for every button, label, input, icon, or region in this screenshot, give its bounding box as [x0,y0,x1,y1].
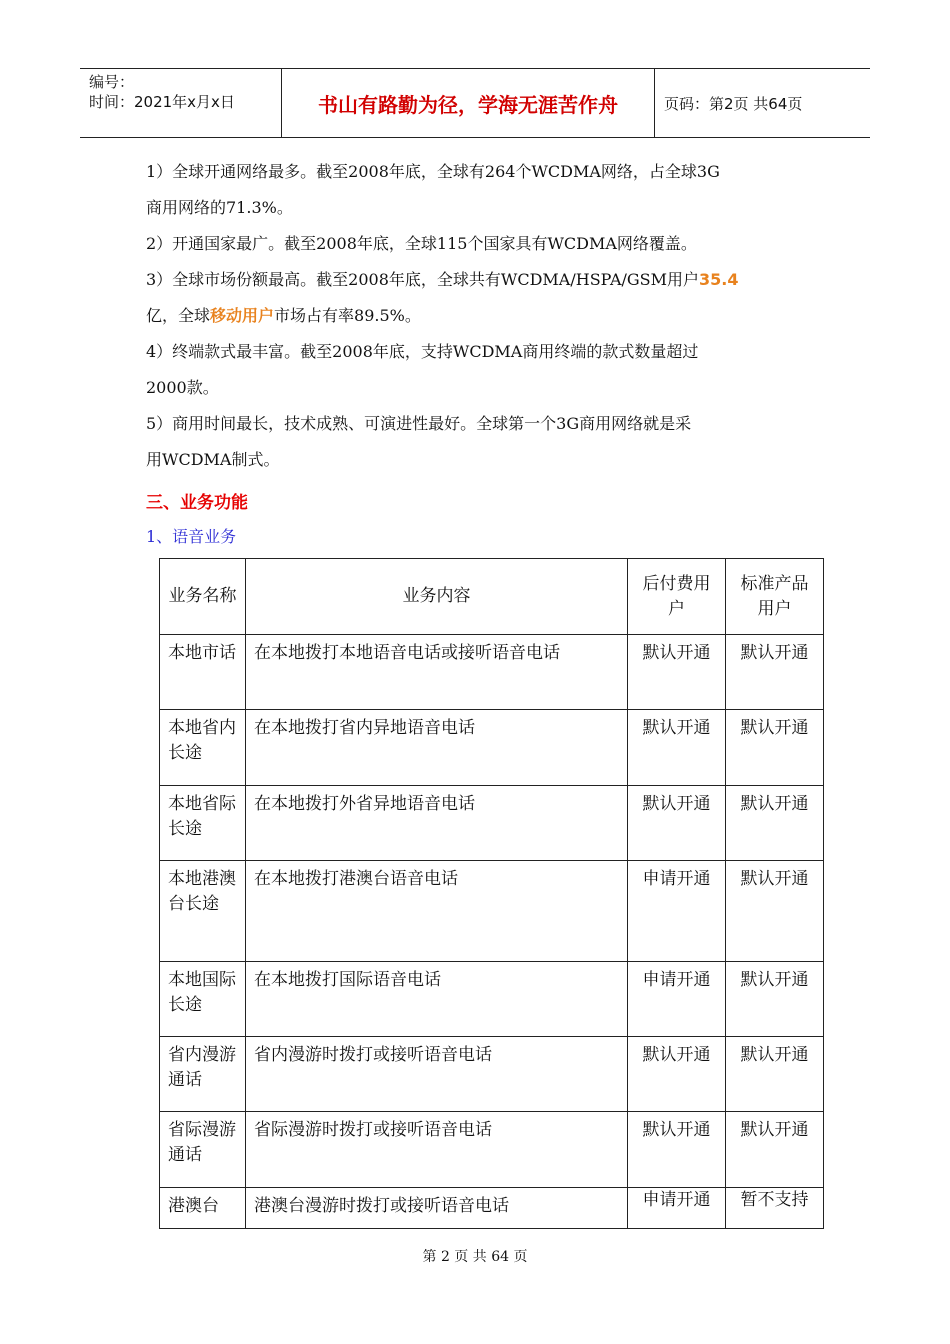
service-name-cell: 省际漫游通话 [160,1112,246,1188]
standard-cell: 暂不支持 [726,1188,824,1229]
standard-cell: 默认开通 [726,861,824,962]
standard-cell: 默认开通 [726,786,824,861]
service-name-cell: 本地港澳台长途 [160,861,246,962]
standard-cell: 默认开通 [726,710,824,786]
service-content-cell: 省内漫游时拨打或接听语音电话 [246,1037,628,1112]
table-header-row [160,559,824,635]
postpaid-cell: 默认开通 [628,710,726,786]
service-name-cell: 本地国际长途 [160,962,246,1037]
service-name-cell: 本地省内长途 [160,710,246,786]
service-content-cell: 在本地拨打本地语音电话或接听语音电话 [246,635,628,710]
postpaid-cell: 申请开通 [628,1188,726,1229]
advantages-list [146,154,806,478]
table-row [160,1188,824,1229]
service-name-cell: 本地省际长途 [160,786,246,861]
postpaid-cell: 申请开通 [628,962,726,1037]
header-motto: 书山有路勤为径，学海无涯苦作舟 [282,69,655,137]
standard-cell: 默认开通 [726,1037,824,1112]
postpaid-cell: 申请开通 [628,861,726,962]
table-row [160,962,824,1037]
table-row [160,1112,824,1188]
paragraph-line: 4）终端款式最丰富。截至2008年底，支持WCDMA商用终端的款式数量超过 [146,342,699,361]
service-name-cell: 省内漫游通话 [160,1037,246,1112]
subsection-title: 1、语音业务 [146,527,237,546]
section-title: 三、业务功能 [146,493,248,513]
highlight-link[interactable]: 移动用户 [210,306,275,325]
postpaid-cell: 默认开通 [628,786,726,861]
paragraph-line [146,262,806,298]
service-name-cell: 港澳台 [160,1188,246,1229]
header-page-info: 页码：第2页 共64页 [664,94,803,113]
service-content-cell: 在本地拨打省内异地语音电话 [246,710,628,786]
service-name-cell: 本地市话 [160,635,246,710]
postpaid-cell: 默认开通 [628,1112,726,1188]
table-row [160,635,824,710]
service-content-cell: 省际漫游时拨打或接听语音电话 [246,1112,628,1188]
paragraph-line: 2）开通国家最广。截至2008年底，全球115个国家具有WCDMA网络覆盖。 [146,234,697,253]
paragraph-line: 5）商用时间最长，技术成熟、可演进性最好。全球第一个3G商用网络就是采 [146,414,692,433]
standard-cell: 默认开通 [726,962,824,1037]
table-row [160,1037,824,1112]
paragraph-line: 1）全球开通网络最多。截至2008年底，全球有264个WCDMA网络，占全球3G [146,162,720,181]
service-content-cell: 在本地拨打国际语音电话 [246,962,628,1037]
paragraph-text: 市场占有率89.5%。 [274,306,421,325]
paragraph-text: 3）全球市场份额最高。截至2008年底，全球共有WCDMA/HSPA/GSM用户 [146,270,700,289]
page-header [80,68,870,138]
service-content-cell: 港澳台漫游时拨打或接听语音电话 [246,1188,628,1229]
paragraph-line: 商用网络的71.3%。 [146,198,293,217]
table-row [160,710,824,786]
header-number: 编号： [89,73,135,91]
header-meta [80,69,282,137]
paragraph-line [146,298,806,334]
paragraph-line: 用WCDMA制式。 [146,450,280,469]
header-time: 时间：2021年x月x日 [89,93,235,111]
standard-cell: 默认开通 [726,1112,824,1188]
table-row [160,786,824,861]
page-footer: 第 2 页 共 64 页 [422,1249,528,1265]
service-content-cell: 在本地拨打外省异地语音电话 [246,786,628,861]
voice-service-table [159,558,824,1229]
standard-cell: 默认开通 [726,635,824,710]
highlight-number: 35.4 [699,270,739,289]
table-header-cell: 业务内容 [246,559,628,635]
table-row [160,861,824,962]
postpaid-cell: 默认开通 [628,635,726,710]
paragraph-line: 2000款。 [146,378,219,397]
paragraph-text: 亿，全球 [146,306,211,325]
table-header-cell: 标准产品用户 [726,559,824,635]
service-content-cell: 在本地拨打港澳台语音电话 [246,861,628,962]
table-header-cell: 业务名称 [160,559,246,635]
table-header-cell: 后付费用户 [628,559,726,635]
postpaid-cell: 默认开通 [628,1037,726,1112]
